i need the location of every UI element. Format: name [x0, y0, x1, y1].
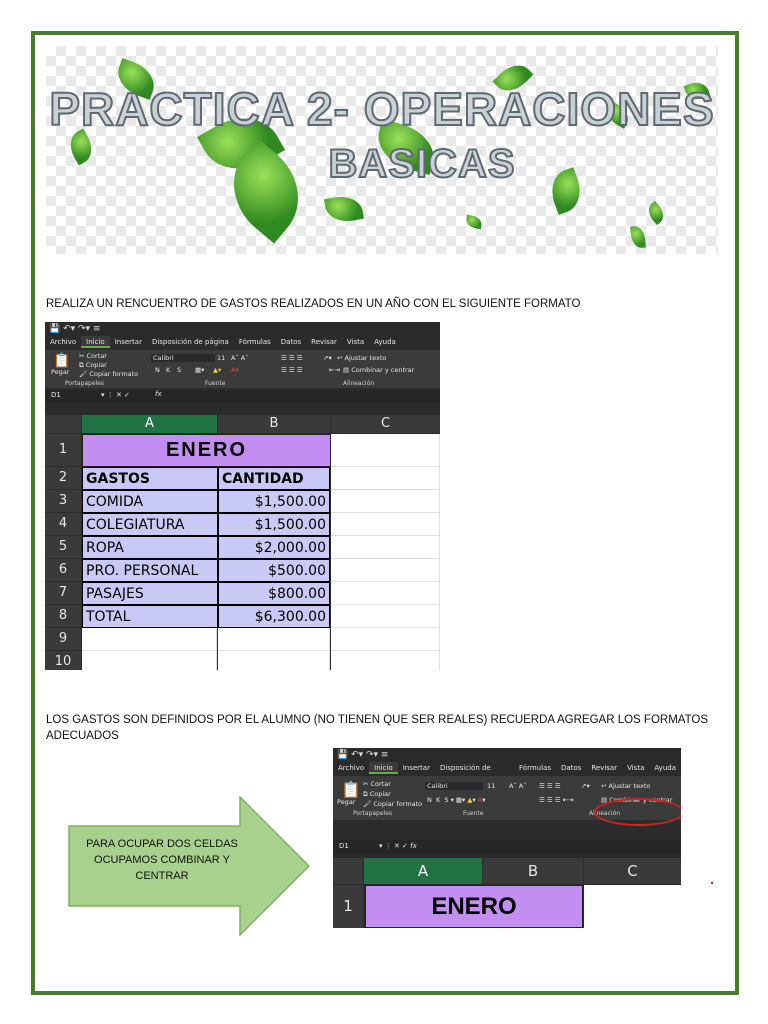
- tab-disposici-n-de-p-gina[interactable]: Disposición de página: [151, 338, 229, 346]
- wrap-text-button[interactable]: ↩ Ajustar texto: [601, 782, 651, 790]
- title-cell-text: ENERO: [165, 439, 248, 461]
- alignment-group-label: Alineación: [589, 810, 621, 817]
- expense-amount-cell[interactable]: [218, 490, 330, 513]
- banner-title-line1: PRACTICA 2- OPERACIONES: [49, 83, 715, 135]
- formula-icons: ▾ ⋮ ✕ ✓: [101, 391, 130, 399]
- expense-name-cell[interactable]: [82, 513, 218, 536]
- quick-access-toolbar: 💾 ↶▾ ↷▾ ≡: [337, 750, 389, 760]
- leaf-decoration: [630, 225, 646, 248]
- bold-italic-underline[interactable]: N K S ▾ ▦▾ ▲▾ A▾: [427, 796, 486, 804]
- fill-color-icon[interactable]: ▲▾: [213, 366, 222, 374]
- font-group-label: Fuente: [463, 810, 484, 817]
- font-name-select[interactable]: Calibri: [151, 354, 215, 362]
- name-box[interactable]: D1: [339, 842, 349, 850]
- empty-cell[interactable]: [331, 513, 440, 536]
- formula-bar: [333, 840, 681, 854]
- select-all-corner[interactable]: [45, 415, 81, 433]
- merge-icon: ▤: [601, 796, 610, 804]
- note-text: LOS GASTOS SON DEFINIDOS POR EL ALUMNO (NO TIENEN QUE SER REALES) RECUERDA AGREGAR LOS FORMATOS ADECUADOS: [46, 714, 709, 742]
- empty-cell[interactable]: [331, 559, 440, 582]
- tab-vista[interactable]: Vista: [627, 764, 645, 772]
- borders-icon[interactable]: ▦▾: [195, 366, 205, 374]
- header-text: GASTOS: [86, 470, 150, 487]
- font-size-select[interactable]: 11: [487, 782, 496, 790]
- leaf-decoration: [465, 215, 483, 230]
- ribbon: [45, 350, 440, 388]
- tab-revisar[interactable]: Revisar: [591, 764, 618, 772]
- cell-text: PASAJES: [86, 585, 144, 602]
- column-header-a[interactable]: A: [82, 415, 217, 433]
- expense-amount-cell[interactable]: [218, 582, 330, 605]
- expense-name-cell[interactable]: [82, 490, 218, 513]
- cell-text: $1,500.00: [254, 493, 326, 510]
- expense-amount-cell[interactable]: [218, 559, 330, 582]
- cell-text: $500.00: [268, 562, 326, 579]
- paste-icon[interactable]: 📋: [341, 780, 361, 799]
- font-color-icon[interactable]: A▾: [231, 366, 239, 374]
- tab-vista[interactable]: Vista: [346, 338, 365, 346]
- copy-button[interactable]: ⧉ Copiar: [363, 790, 391, 798]
- title-cell-text: ENERO: [431, 892, 517, 920]
- cell-text: ROPA: [86, 539, 124, 556]
- font-name-select[interactable]: Calibri: [425, 782, 483, 790]
- name-box[interactable]: D1: [51, 391, 61, 399]
- paste-icon[interactable]: 📋: [53, 353, 71, 369]
- row-header-3[interactable]: 3: [45, 490, 81, 512]
- empty-cell[interactable]: [331, 490, 440, 513]
- column-header-c[interactable]: C: [584, 858, 681, 884]
- column-header-b[interactable]: B: [483, 858, 583, 884]
- copy-button[interactable]: ⧉ Copiar: [79, 361, 107, 369]
- cell-text: COLEGIATURA: [86, 516, 185, 533]
- font-group-label: Fuente: [205, 380, 226, 387]
- cell-c1[interactable]: [584, 885, 681, 928]
- expense-amount-cell[interactable]: [218, 513, 330, 536]
- formula-icons: ▾ ⋮ ✕ ✓ fx: [379, 842, 417, 850]
- row-header-6[interactable]: 6: [45, 559, 81, 581]
- header-text: CANTIDAD: [222, 470, 304, 487]
- expense-name-cell[interactable]: [82, 536, 218, 559]
- underline-button[interactable]: S: [177, 366, 182, 374]
- ribbon-tabs: [45, 336, 440, 348]
- scissors-icon: ✂: [79, 352, 87, 360]
- empty-cell[interactable]: [331, 651, 440, 670]
- fx-icon: fx: [155, 390, 162, 398]
- copy-icon: ⧉: [363, 790, 370, 798]
- align-left-icon[interactable]: ☰ ☰ ☰ ⇤⇥: [539, 796, 574, 804]
- row-header-4[interactable]: 4: [45, 513, 81, 535]
- row-header-7[interactable]: 7: [45, 582, 81, 604]
- empty-cell[interactable]: [331, 605, 440, 628]
- cut-button[interactable]: ✂ Cortar: [79, 352, 107, 360]
- cell-text: $2,000.00: [254, 539, 326, 556]
- expense-name-cell[interactable]: [82, 582, 218, 605]
- cut-button[interactable]: ✂ Cortar: [363, 780, 391, 788]
- font-grow-button[interactable]: Aˆ Aˇ: [509, 782, 527, 790]
- empty-cell[interactable]: [331, 536, 440, 559]
- banner-title-line2: BASICAS: [328, 142, 516, 186]
- tab-revisar[interactable]: Revisar: [311, 338, 337, 346]
- bold-button[interactable]: N: [155, 366, 160, 374]
- tab-ayuda[interactable]: Ayuda: [374, 338, 396, 346]
- tab-datos[interactable]: Datos: [280, 338, 302, 346]
- merge-center-button[interactable]: ▤ Combinar y centrar: [601, 796, 673, 804]
- orientation-icon[interactable]: ↗▾: [323, 354, 332, 362]
- empty-cell[interactable]: [218, 651, 330, 670]
- ribbon-tabs: [333, 762, 681, 774]
- leaf-decoration: [324, 193, 364, 225]
- paste-label: Pegar: [51, 368, 70, 376]
- tab-insertar[interactable]: Insertar: [402, 764, 430, 772]
- empty-cell[interactable]: [218, 628, 330, 651]
- format-painter-button[interactable]: 🖌 Copiar formato: [79, 370, 139, 378]
- indent-icon[interactable]: ⇤⇥: [329, 366, 340, 374]
- header-gastos[interactable]: [82, 467, 218, 490]
- cell-text: $1,500.00: [254, 516, 326, 533]
- wrap-icon: ↩: [337, 354, 345, 362]
- row-header-10[interactable]: 10: [45, 651, 81, 670]
- column-header-b[interactable]: B: [218, 415, 330, 433]
- empty-cell[interactable]: [82, 651, 217, 670]
- expense-name-cell[interactable]: [82, 559, 218, 582]
- excel-screenshot: [45, 322, 440, 670]
- tab-insertar[interactable]: Insertar: [114, 338, 142, 346]
- alignment-group-label: Alineación: [343, 380, 375, 387]
- expense-amount-cell[interactable]: [218, 536, 330, 559]
- title-banner: [46, 46, 718, 254]
- tab-datos[interactable]: Datos: [560, 764, 582, 772]
- expense-name-cell[interactable]: [82, 605, 218, 628]
- row-header-1[interactable]: 1: [45, 434, 81, 466]
- cell-text: $800.00: [268, 585, 326, 602]
- brush-icon: 🖌: [79, 370, 90, 378]
- font-grow-button[interactable]: Aˆ Aˇ: [231, 354, 249, 362]
- tab-disposici-n-de-p-gina[interactable]: Disposición de: [439, 764, 491, 772]
- paste-label: Pegar: [337, 798, 356, 806]
- merged-title-cell[interactable]: [365, 885, 583, 928]
- tab-f-rmulas[interactable]: Fórmulas: [519, 764, 551, 772]
- tab-inicio[interactable]: Inicio: [369, 762, 398, 774]
- cell-text: TOTAL: [86, 608, 131, 625]
- clipboard-group-label: Portapapeles: [65, 380, 105, 387]
- row-header-9[interactable]: 9: [45, 628, 81, 650]
- merge-center-button[interactable]: ▤ Combinar y centrar: [343, 366, 415, 374]
- row-header-2[interactable]: 2: [45, 467, 81, 489]
- formula-bar: [45, 390, 440, 402]
- merge-icon: ▤: [343, 366, 352, 374]
- clipboard-group-label: Portapapeles: [353, 810, 393, 817]
- tab-archivo[interactable]: Archivo: [338, 764, 365, 772]
- empty-cell[interactable]: [331, 467, 440, 490]
- arrow-text: PARA OCUPAR DOS CELDAS OCUPAMOS COMBINAR Y CENTRAR: [86, 838, 238, 882]
- orientation-icon[interactable]: ↗▾: [581, 782, 590, 790]
- font-size-select[interactable]: 11: [217, 354, 226, 362]
- empty-cell[interactable]: [331, 582, 440, 605]
- align-top-icon[interactable]: ☰ ☰ ☰: [539, 782, 561, 790]
- intro-text: REALIZA UN RENCUENTRO DE GASTOS REALIZADOS EN UN AÑO CON EL SIGUIENTE FORMATO: [46, 298, 581, 310]
- excel-screenshot-merge: [333, 748, 681, 928]
- cell-text: $6,300.00: [254, 608, 326, 625]
- row-header-1[interactable]: 1: [333, 885, 363, 928]
- empty-cell[interactable]: [331, 628, 440, 651]
- empty-cell[interactable]: [82, 628, 217, 651]
- column-header-c[interactable]: C: [331, 415, 440, 433]
- leaf-decoration: [644, 201, 668, 225]
- brush-icon: 🖌: [363, 800, 374, 808]
- tab-inicio[interactable]: Inicio: [81, 336, 110, 348]
- highlight-circle: [594, 798, 681, 826]
- header-cantidad[interactable]: [218, 467, 330, 490]
- wrap-text-button[interactable]: ↩ Ajustar texto: [337, 354, 387, 362]
- column-header-a[interactable]: A: [364, 858, 482, 884]
- select-all-corner[interactable]: [333, 858, 363, 884]
- italic-button[interactable]: K: [166, 366, 171, 374]
- stray-dot: [711, 882, 713, 884]
- cell-text: COMIDA: [86, 493, 144, 510]
- align-top-icon[interactable]: ☰ ☰ ☰: [281, 354, 303, 362]
- tab-f-rmulas[interactable]: Fórmulas: [238, 338, 271, 346]
- tab-ayuda[interactable]: Ayuda: [654, 764, 676, 772]
- scissors-icon: ✂: [363, 780, 371, 788]
- cell-text: PRO. PERSONAL: [86, 562, 199, 579]
- row-header-5[interactable]: 5: [45, 536, 81, 558]
- align-left-icon[interactable]: ☰ ☰ ☰: [281, 366, 303, 374]
- format-painter-button[interactable]: 🖌 Copiar formato: [363, 800, 423, 808]
- wrap-icon: ↩: [601, 782, 609, 790]
- cell-c1[interactable]: [331, 434, 440, 467]
- quick-access-toolbar: 💾 ↶▾ ↷▾ ≡: [49, 324, 101, 334]
- copy-icon: ⧉: [79, 361, 86, 369]
- merged-title-cell[interactable]: [82, 434, 331, 467]
- expense-amount-cell[interactable]: [218, 605, 330, 628]
- row-header-8[interactable]: 8: [45, 605, 81, 627]
- tab-archivo[interactable]: Archivo: [50, 338, 77, 346]
